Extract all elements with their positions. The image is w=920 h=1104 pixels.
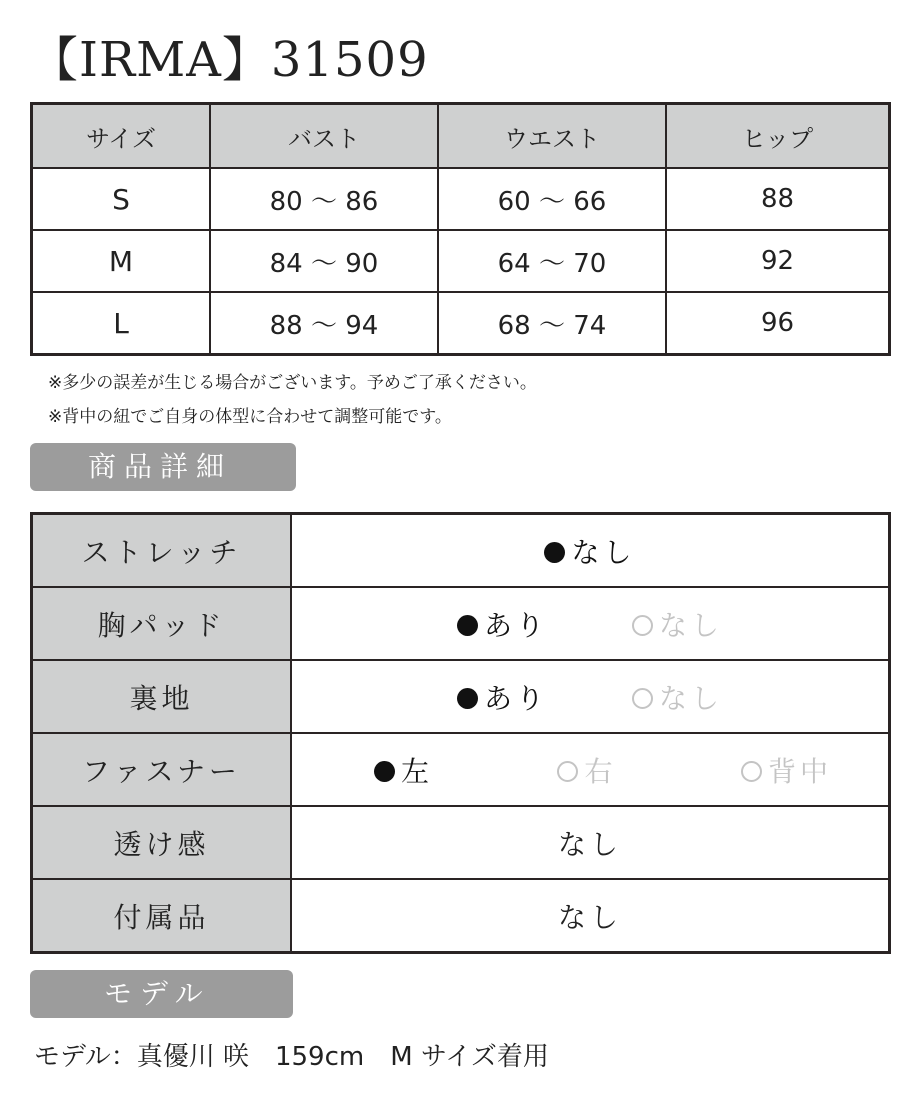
size-table [30,102,891,356]
waist-cell: 60 〜 66 [438,168,666,230]
bust-cell: 88 〜 94 [210,292,438,355]
note-measurement-error: ※多少の誤差が生じる場合がございます。予めご了承ください。 [48,373,537,393]
detail-value [291,587,890,660]
bust-cell: 80 〜 86 [210,168,438,230]
filled-circle-icon [374,761,395,782]
option-selected [374,750,433,790]
hollow-circle-icon [632,615,653,636]
details-table [30,512,891,954]
option-selected [457,604,548,644]
detail-row-chest-pad [32,587,890,660]
note-adjustable-straps: ※背中の紐でご自身の体型に合わせて調整可能です。 [48,407,452,427]
option-unselected [632,604,723,644]
detail-value [291,514,890,588]
option-text: 左 [401,754,434,788]
header-waist: ウエスト [438,104,666,169]
details-section-label: 商品詳細 [30,443,296,491]
detail-label: 胸パッド [32,587,292,660]
option-text: なし [659,681,724,715]
option-unselected [632,677,723,717]
option-text: なし [571,535,636,569]
option-text: 右 [584,754,617,788]
filled-circle-icon [457,615,478,636]
option-unselected [741,750,832,790]
size-row-s [32,168,890,230]
size-table-header-row [32,104,890,169]
size-row-m [32,230,890,292]
hip-cell: 96 [666,292,890,355]
header-bust: バスト [210,104,438,169]
hip-cell: 88 [666,168,890,230]
filled-circle-icon [544,542,565,563]
option-selected [544,531,635,571]
hip-cell: 92 [666,230,890,292]
detail-label: 裏地 [32,660,292,733]
hollow-circle-icon [557,761,578,782]
size-cell: S [32,168,211,230]
waist-cell: 68 〜 74 [438,292,666,355]
option-text: 背中 [767,754,832,788]
detail-value [291,733,890,806]
detail-label: 透け感 [32,806,292,879]
detail-value: なし [291,879,890,953]
option-unselected [557,750,616,790]
page-title: 【IRMA】31509 [30,32,429,88]
model-info: モデル：真優川 咲 159cm M サイズ着用 [34,1042,549,1072]
waist-cell: 64 〜 70 [438,230,666,292]
size-cell: L [32,292,211,355]
bust-cell: 84 〜 90 [210,230,438,292]
option-selected [457,677,548,717]
detail-row-lining [32,660,890,733]
detail-value [291,660,890,733]
detail-label: 付属品 [32,879,292,953]
detail-row-fastener [32,733,890,806]
option-text: あり [483,608,548,642]
hollow-circle-icon [741,761,762,782]
size-notes [48,366,537,434]
hollow-circle-icon [632,688,653,709]
detail-label: ファスナー [32,733,292,806]
model-section-label: モデル [30,970,293,1018]
filled-circle-icon [457,688,478,709]
option-text: あり [483,681,548,715]
header-hip: ヒップ [666,104,890,169]
detail-label: ストレッチ [32,514,292,588]
size-row-l [32,292,890,355]
detail-value: なし [291,806,890,879]
header-size: サイズ [32,104,211,169]
detail-row-sheerness [32,806,890,879]
detail-row-accessories [32,879,890,953]
size-cell: M [32,230,211,292]
option-text: なし [659,608,724,642]
detail-row-stretch [32,514,890,588]
